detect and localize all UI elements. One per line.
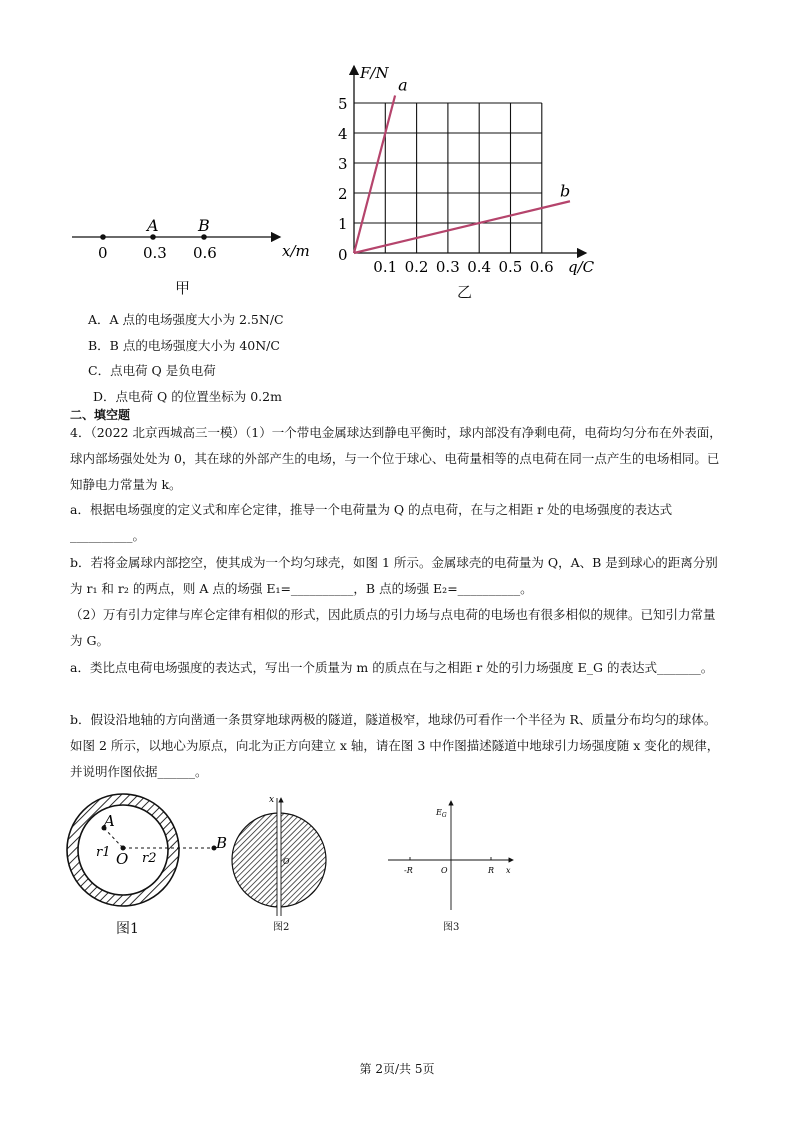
chart-xlabel: q/C: [568, 258, 595, 276]
origin-point: [100, 234, 106, 240]
point-b-label: B: [198, 216, 210, 235]
fig1-label-o: O: [116, 850, 129, 868]
point-b: [201, 234, 207, 240]
series-label-b: b: [559, 181, 571, 201]
y-tick-label: 1: [338, 215, 348, 233]
y-tick-label: 4: [338, 125, 348, 143]
x-tick-label: 0.6: [529, 258, 554, 276]
section-title: 二、填空题: [70, 408, 131, 422]
fig1-label-r2: r2: [142, 851, 157, 866]
fig3-tick-label-r: R: [488, 866, 495, 875]
y-tick-label: 5: [338, 95, 348, 113]
chart-origin-label: 0: [338, 246, 348, 264]
series-label-a: a: [398, 75, 408, 95]
x-tick-label: 0.1: [373, 258, 398, 276]
fig3-ylabel-sub: G: [441, 812, 447, 819]
fig2-origin-label: O: [283, 857, 290, 866]
q4-paragraph-5: a．类比点电荷电场强度的表达式，写出一个质量为 m 的质点在与之相距 r 处的引力场强度 E_G 的表达式_______。: [70, 660, 714, 675]
fig3-xlabel: x: [506, 866, 511, 875]
q4-paragraph-2: a．根据电场强度的定义式和库仑定律，推导一个电荷量为 Q 的点电荷，在与之相距 r 处的电场强度的表达式__________。: [70, 502, 673, 543]
figure-jia-caption: 甲: [175, 279, 191, 297]
point-a-label: A: [147, 216, 159, 235]
option-c: C．点电荷 Q 是负电荷: [88, 363, 216, 378]
x-tick-label: 0.4: [467, 258, 492, 276]
fig3-ylabel: $E_G$: [436, 808, 447, 819]
tick-label-06: 0.6: [193, 244, 217, 262]
page-footer: 第 2页/共 5页: [359, 1062, 435, 1076]
fig3-tick-label-neg-r: -R: [404, 866, 413, 875]
chart-ylabel: F/N: [360, 64, 389, 82]
chart-series: [354, 76, 570, 254]
series-line-b: [354, 201, 570, 253]
x-tick-label: 0.2: [404, 258, 429, 276]
figure-1-caption: 图1: [116, 921, 139, 937]
figure-yi-chart: [330, 58, 610, 288]
figure-2: [222, 790, 332, 918]
fig1-label-a: A: [104, 812, 115, 830]
x-tick-label: 0.5: [498, 258, 523, 276]
figure-3: [380, 795, 520, 920]
tick-label-03: 0.3: [143, 244, 167, 262]
q4-paragraph-1: 4．（2022 北京西城高三一模）（1）一个带电金属球达到静电平衡时，球内部没有净剩电荷，电荷均匀分布在外表面，球内部场强处处为 0，其在球的外部产生的电场，与一个位于球心、电荷量相等的点电荷在同一点产生的电场相同。已知静电力常量为 k。: [70, 425, 722, 492]
figure-2-caption: 图2: [273, 922, 290, 933]
figure-yi-caption: 乙: [457, 283, 473, 301]
x-tick-label: 0.3: [435, 258, 460, 276]
figure-3-caption: 图3: [443, 922, 460, 933]
tunnel: [277, 812, 281, 908]
x-axis-label: x/m: [282, 242, 310, 260]
q4-paragraph-4: （2）万有引力定律与库仑定律有相似的形式，因此质点的引力场与点电荷的电场也有很多相似的规律。已知引力常量为 G。: [70, 607, 716, 648]
y-tick-label: 2: [338, 185, 348, 203]
fig3-tick-label-o: O: [441, 866, 448, 875]
q4-paragraph-3: b．若将金属球内部挖空，使其成为一个均匀球壳，如图 1 所示。金属球壳的电荷量为 Q，A、B 是到球心的距离分别为 r₁ 和 r₂ 的两点，则 A 点的场强 E₁=__________，B 点的场强 E₂=__________。: [70, 555, 718, 596]
q4-paragraph-6: b．假设沿地轴的方向凿通一条贯穿地球两极的隧道，隧道极窄，地球仍可看作一个半径为 R、质量分布均匀的球体。如图 2 所示，以地心为原点，向北为正方向建立 x 轴，请在图 3 中作图描述隧道中地球引力场强度随 x 变化的规律，并说明作图依据______。: [70, 712, 720, 779]
tick-label-0: 0: [98, 244, 108, 262]
fig1-label-r1: r1: [96, 845, 111, 860]
y-tick-label: 3: [338, 155, 348, 173]
fig1-label-b: B: [216, 834, 228, 852]
option-b: B．B 点的电场强度大小为 40N/C: [88, 338, 280, 353]
option-d: D．点电荷 Q 的位置坐标为 0.2m: [93, 389, 282, 404]
series-line-a: [354, 96, 395, 254]
fig2-axis-label: x: [269, 795, 275, 805]
figure-jia: [68, 210, 318, 290]
option-a: A．A 点的电场强度大小为 2.5N/C: [88, 312, 284, 327]
figure-1: [66, 790, 246, 915]
point-a: [150, 234, 156, 240]
